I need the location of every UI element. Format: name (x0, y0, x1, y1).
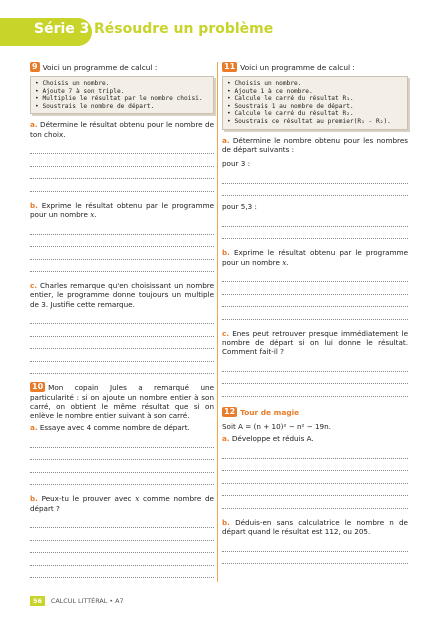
formula: Soit A = (n + 10)² − n² − 19n. (222, 421, 331, 431)
answer-lines[interactable] (222, 214, 408, 239)
calc-program-box (30, 76, 214, 114)
answer-lines[interactable] (30, 516, 214, 579)
program-step: • Soustrais le nombre de départ. (35, 102, 155, 110)
answer-lines[interactable] (222, 359, 408, 397)
program-step: • Ajoute 7 à son triple. (35, 87, 125, 95)
answer-lines[interactable] (30, 435, 214, 485)
answer-lines[interactable] (30, 312, 214, 375)
question-b: b. Peux-tu le prouver avec x comme nombre de départ ? (30, 494, 214, 513)
answer-lines[interactable] (30, 222, 214, 272)
question-a-item: pour 3 : (222, 158, 251, 168)
right-column (222, 62, 408, 564)
answer-lines[interactable] (222, 539, 408, 564)
page-header (0, 18, 435, 46)
question-a-item: pour 5,3 : (222, 202, 257, 212)
exercise-number: 12 (224, 406, 236, 416)
exercise-10 (30, 382, 214, 578)
exercise-intro: Voici un programme de calcul : (240, 63, 355, 72)
page-title: Résoudre un problème (94, 21, 274, 37)
exercise-intro: Mon copain Jules a remarqué une particularité : si on ajoute un nombre entier à son carré, on obtient le même résultat que si on enlève le nombre entier suivant à son carré. (30, 383, 214, 420)
exercise-title: Tour de magie (240, 407, 300, 417)
calc-program-box (222, 76, 408, 130)
program-step: • Multiplie le résultat par le nombre choisi. (35, 95, 203, 103)
program-step: • Ajoute 1 à ce nombre. (227, 87, 313, 95)
program-step: • Calcule le carré du résultat R₂. (227, 110, 354, 118)
answer-lines[interactable] (222, 171, 408, 196)
question-a: a. Développe et réduis A. (222, 434, 314, 444)
exercise-9 (30, 62, 214, 374)
answer-lines[interactable] (222, 270, 408, 320)
program-step: • Calcule le carré du résultat R₁. (227, 95, 354, 103)
question-b: b. Exprime le résultat obtenu par le programme pour un nombre x. (222, 248, 408, 267)
exercise-number: 11 (224, 62, 236, 71)
page-footer (30, 596, 124, 606)
question-a: a. Détermine le résultat obtenu pour le nombre de ton choix. (30, 120, 214, 139)
serie-badge (0, 18, 92, 46)
program-step: • Soustrais 1 au nombre de départ. (227, 102, 354, 110)
exercise-12 (222, 407, 408, 564)
exercise-number: 9 (32, 62, 38, 71)
program-step: • Soustrais ce résultat au premier(R₁ - R₂). (227, 117, 391, 125)
program-step: • Choisis un nombre. (227, 80, 302, 87)
exercise-11 (222, 62, 408, 397)
question-c: c. Enes peut retrouver presque immédiatement le nombre de départ si on lui donne le résultat. Comment fait-il ? (222, 328, 408, 357)
page-number: 56 (30, 596, 45, 606)
footer-text: CALCUL LITTÉRAL • A7 (50, 597, 124, 605)
question-b: b. Déduis-en sans calculatrice le nombre n de départ quand le résultat est 112, ou 205. (222, 517, 408, 536)
left-column (30, 62, 214, 578)
question-a: a. Détermine le nombre obtenu pour les nombres de départ suivants : (222, 135, 408, 154)
exercise-intro: Voici un programme de calcul : (42, 63, 158, 72)
exercise-number: 10 (32, 382, 44, 392)
answer-lines[interactable] (222, 446, 408, 509)
answer-lines[interactable] (30, 142, 214, 192)
question-b: b. Exprime le résultat obtenu par le programme pour un nombre x. (30, 200, 214, 219)
column-divider (217, 62, 218, 582)
question-a: a. Essaye avec 4 comme nombre de départ. (30, 423, 190, 433)
question-c: c. Charles remarque qu'en choisissant un nombre entier, le programme donne toujours un multiple de 3. Justifie cette remarque. (30, 281, 214, 309)
serie-label: Série 3 (34, 21, 90, 37)
program-step: • Choisis un nombre. (35, 80, 110, 87)
